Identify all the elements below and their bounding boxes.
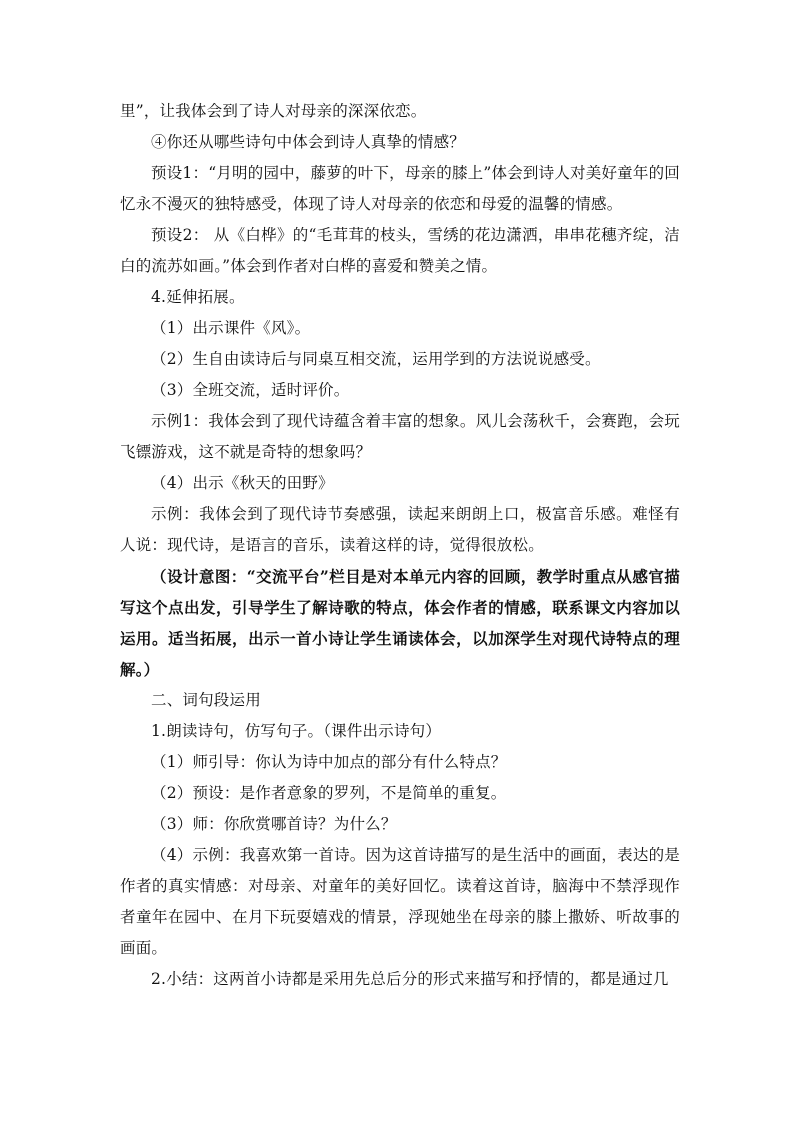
paragraph-4: 预设2： 从《白桦》的“毛茸茸的枝头，雪绣的花边潇洒，串串花穗齐绽，洁白的流苏如画。”体会到作者对白桦的喜爱和赞美之情。 [120, 226, 680, 275]
paragraph-1: 里”，让我体会到了诗人对母亲的深深依恋。 [120, 102, 427, 120]
paragraph-14: 1.朗读诗句，仿写句子。（课件出示诗句） [151, 722, 442, 740]
paragraph-11: 示例：我体会到了现代诗节奏感强，读起来朗朗上口，极富音乐感。难怪有人说：现代诗，是语言的音乐，读着这样的诗，觉得很放松。 [120, 505, 680, 554]
paragraph-7: （2）生自由读诗后与同桌互相交流，运用学到的方法说说感受。 [151, 350, 601, 368]
section-heading-extension: 4.延伸拓展。 [151, 288, 245, 306]
paragraph-19: 2.小结：这两首小诗都是采用先总后分的形式来描写和抒情的，都是通过几 [151, 970, 669, 988]
design-intent-note: （设计意图：“交流平台”栏目是对本单元内容的回顾，教学时重点从感官描写这个点出发，引导学生了解诗歌的特点，体会作者的情感，联系课文内容加以运用。适当拓展，出示一首小诗让学生诵读体会，以加深学生对现代诗特点的理解。） [120, 567, 680, 679]
paragraph-9: 示例1：我体会到了现代诗蕴含着丰富的想象。风儿会荡秋千，会赛跑，会玩飞镖游戏，这不就是奇特的想象吗？ [120, 412, 680, 461]
section-heading-word-usage: 二、词句段运用 [151, 691, 261, 709]
paragraph-3: 预设1：“月明的园中，藤萝的叶下，母亲的膝上”体会到诗人对美好童年的回忆永不漫灭的独特感受，体现了诗人对母亲的依恋和母爱的温馨的情感。 [120, 164, 680, 213]
paragraph-8: （3）全班交流，适时评价。 [151, 381, 350, 399]
paragraph-15: （1）师引导：你认为诗中加点的部分有什么特点？ [151, 753, 507, 771]
paragraph-16: （2）预设：是作者意象的罗列，不是简单的重复。 [151, 784, 507, 802]
paragraph-17: （3）师：你欣赏哪首诗？为什么？ [151, 815, 397, 833]
document-body [120, 96, 680, 995]
paragraph-10: （4）出示《秋天的田野》 [151, 474, 334, 492]
paragraph-2: ④你还从哪些诗句中体会到诗人真挚的情感？ [151, 133, 466, 151]
paragraph-18: （4）示例：我喜欢第一首诗。因为这首诗描写的是生活中的画面，表达的是作者的真实情感：对母亲、对童年的美好回忆。读着这首诗，脑海中不禁浮现作者童年在园中、在月下玩耍嬉戏的情景，浮现她坐在母亲的膝上撒娇、听故事的画面。 [120, 846, 680, 957]
paragraph-6: （1）出示课件《风》。 [151, 319, 311, 337]
